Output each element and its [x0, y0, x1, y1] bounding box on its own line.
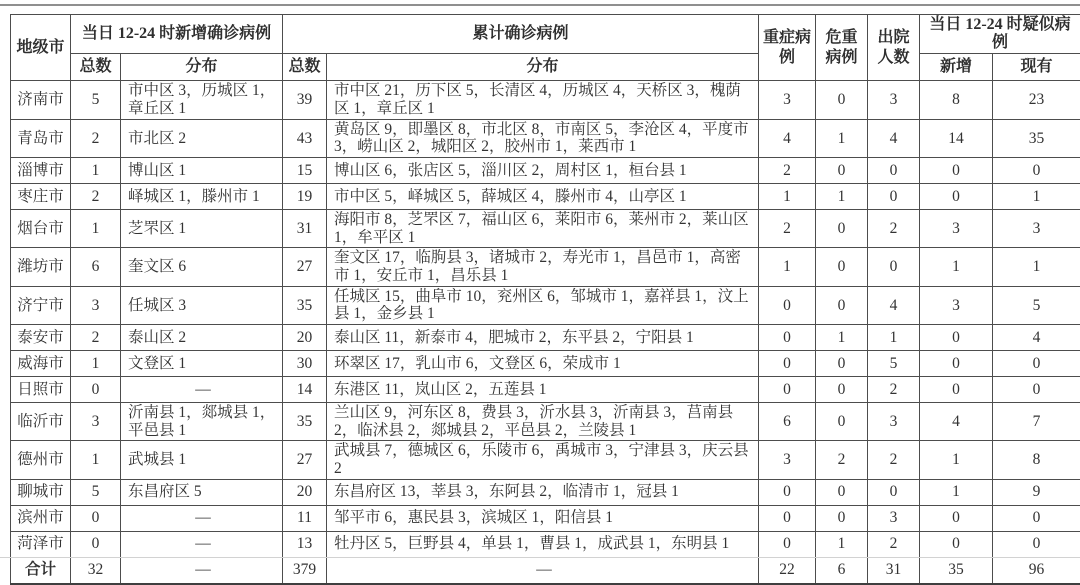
cell-new-dist: 市中区 3，历城区 1，章丘区 1 [121, 81, 283, 119]
cell-new-dist: 武城县 1 [121, 441, 283, 479]
cell-cum-dist: 泰山区 11，新泰市 4，肥城市 2，东平县 2，宁阳县 1 [327, 325, 759, 351]
cell-new-dist: 芝罘区 1 [121, 210, 283, 248]
col-header-suspected-new: 新增 [920, 54, 993, 81]
cell-cum-dist: — [327, 557, 759, 584]
cell-critical: 2 [816, 441, 868, 479]
cell-critical: 0 [816, 377, 868, 403]
cell-susp-new: 35 [920, 557, 993, 584]
cell-severe: 0 [759, 479, 816, 505]
col-header-new-total: 总数 [71, 54, 121, 81]
cell-susp-new: 8 [920, 81, 993, 119]
cell-cum-total: 20 [283, 325, 327, 351]
cell-discharged: 3 [868, 403, 920, 441]
cell-critical: 1 [816, 531, 868, 557]
cell-new-dist: 泰山区 2 [121, 325, 283, 351]
table-row [11, 377, 1080, 403]
cell-cum-dist: 奎文区 17，临朐县 3，诸城市 2，寿光市 1，昌邑市 1，高密市 1，安丘市 1，昌乐县 1 [327, 248, 759, 286]
cell-cum-total: 27 [283, 248, 327, 286]
col-header-suspected-group: 当日 12-24 时疑似病例 [920, 15, 1080, 54]
cell-cum-total: 35 [283, 403, 327, 441]
col-header-critical: 危重病例 [816, 15, 868, 81]
cell-susp-new: 0 [920, 351, 993, 377]
cell-new-dist: — [121, 377, 283, 403]
cell-cum-total: 11 [283, 505, 327, 531]
cell-susp-existing: 1 [993, 248, 1080, 286]
table-row [11, 248, 1080, 286]
cell-new-dist: 博山区 1 [121, 158, 283, 184]
cell-discharged: 2 [868, 441, 920, 479]
cell-city: 青岛市 [11, 119, 71, 157]
table-row [11, 119, 1080, 157]
cell-susp-existing: 0 [993, 531, 1080, 557]
cell-susp-existing: 96 [993, 557, 1080, 584]
cell-city: 合计 [11, 557, 71, 584]
table-total-row [11, 557, 1080, 584]
table-row [11, 441, 1080, 479]
cell-susp-existing: 5 [993, 286, 1080, 324]
cell-new-dist: — [121, 505, 283, 531]
cell-critical: 1 [816, 325, 868, 351]
cell-severe: 1 [759, 184, 816, 210]
cell-cum-total: 31 [283, 210, 327, 248]
cell-new-total: 5 [71, 81, 121, 119]
cell-critical: 0 [816, 210, 868, 248]
cell-cum-dist: 博山区 6，张店区 5，淄川区 2，周村区 1，桓台县 1 [327, 158, 759, 184]
cell-cum-total: 15 [283, 158, 327, 184]
cell-new-dist: 峄城区 1，滕州市 1 [121, 184, 283, 210]
cell-susp-new: 0 [920, 158, 993, 184]
cell-susp-new: 3 [920, 210, 993, 248]
table-row [11, 531, 1080, 557]
cell-susp-existing: 8 [993, 441, 1080, 479]
cell-city: 德州市 [11, 441, 71, 479]
cell-susp-new: 14 [920, 119, 993, 157]
cell-cum-dist: 武城县 7，德城区 6，乐陵市 6，禹城市 3，宁津县 3，庆云县 2 [327, 441, 759, 479]
cell-critical: 0 [816, 479, 868, 505]
cell-cum-dist: 兰山区 9，河东区 8，费县 3，沂水县 3，沂南县 3，莒南县 2，临沭县 2，郯城县 2，平邑县 2，兰陵县 1 [327, 403, 759, 441]
cell-city: 济南市 [11, 81, 71, 119]
cell-cum-dist: 东昌府区 13，莘县 3，东阿县 2，临清市 1，冠县 1 [327, 479, 759, 505]
cell-susp-new: 0 [920, 505, 993, 531]
cell-city: 泰安市 [11, 325, 71, 351]
cell-severe: 2 [759, 210, 816, 248]
table-row [11, 286, 1080, 324]
cell-susp-new: 3 [920, 286, 993, 324]
cell-susp-existing: 0 [993, 377, 1080, 403]
cell-new-dist: 文登区 1 [121, 351, 283, 377]
cell-new-dist: 东昌府区 5 [121, 479, 283, 505]
cell-susp-existing: 0 [993, 351, 1080, 377]
cell-discharged: 2 [868, 377, 920, 403]
cell-new-total: 2 [71, 325, 121, 351]
cell-severe: 3 [759, 81, 816, 119]
cell-severe: 0 [759, 377, 816, 403]
cell-severe: 2 [759, 158, 816, 184]
cell-city: 潍坊市 [11, 248, 71, 286]
cell-cum-dist: 东港区 11，岚山区 2，五莲县 1 [327, 377, 759, 403]
table-row [11, 403, 1080, 441]
cell-susp-existing: 35 [993, 119, 1080, 157]
cell-new-total: 32 [71, 557, 121, 584]
cell-susp-new: 1 [920, 441, 993, 479]
top-divider [0, 4, 1080, 6]
cell-discharged: 0 [868, 158, 920, 184]
cell-cum-dist: 市中区 21，历下区 5，长清区 4，历城区 4，天桥区 3，槐荫区 1，章丘区 1 [327, 81, 759, 119]
cell-discharged: 4 [868, 286, 920, 324]
cell-susp-new: 0 [920, 531, 993, 557]
col-header-cum-total: 总数 [283, 54, 327, 81]
cell-critical: 0 [816, 403, 868, 441]
cell-new-total: 1 [71, 210, 121, 248]
cell-susp-new: 0 [920, 377, 993, 403]
cell-critical: 0 [816, 248, 868, 286]
cell-critical: 6 [816, 557, 868, 584]
col-header-cumulative-group: 累计确诊病例 [283, 15, 759, 54]
cell-susp-existing: 0 [993, 158, 1080, 184]
table-row [11, 325, 1080, 351]
cell-discharged: 3 [868, 81, 920, 119]
cell-severe: 0 [759, 325, 816, 351]
cell-critical: 0 [816, 158, 868, 184]
cell-new-total: 1 [71, 441, 121, 479]
cell-new-total: 0 [71, 531, 121, 557]
col-header-severe: 重症病例 [759, 15, 816, 81]
cell-susp-new: 0 [920, 325, 993, 351]
table-row [11, 479, 1080, 505]
cell-discharged: 0 [868, 248, 920, 286]
cell-severe: 4 [759, 119, 816, 157]
cell-cum-dist: 任城区 15，曲阜市 10，兖州区 6，邹城市 1，嘉祥县 1，汶上县 1，金乡县 1 [327, 286, 759, 324]
cell-city: 淄博市 [11, 158, 71, 184]
cell-cum-dist: 黄岛区 9，即墨区 8，市北区 8，市南区 5，李沧区 4，平度市 3，崂山区 2，城阳区 2，胶州市 1，莱西市 1 [327, 119, 759, 157]
col-header-cum-distribution: 分布 [327, 54, 759, 81]
cell-susp-new: 1 [920, 248, 993, 286]
cell-severe: 0 [759, 505, 816, 531]
table-body [11, 81, 1080, 584]
cell-cum-dist: 环翠区 17，乳山市 6，文登区 6，荣成市 1 [327, 351, 759, 377]
cell-susp-existing: 7 [993, 403, 1080, 441]
cell-new-dist: 任城区 3 [121, 286, 283, 324]
cell-cum-total: 379 [283, 557, 327, 584]
col-header-new-distribution: 分布 [121, 54, 283, 81]
bottom-divider [0, 557, 1080, 558]
table-row [11, 184, 1080, 210]
cell-discharged: 0 [868, 184, 920, 210]
cell-susp-existing: 4 [993, 325, 1080, 351]
cell-susp-new: 4 [920, 403, 993, 441]
cell-new-dist: — [121, 557, 283, 584]
cell-new-total: 5 [71, 479, 121, 505]
cell-cum-dist: 牡丹区 5，巨野县 4，单县 1，曹县 1，成武县 1，东明县 1 [327, 531, 759, 557]
covid-cases-table [10, 14, 1080, 585]
cell-severe: 6 [759, 403, 816, 441]
cell-susp-new: 0 [920, 184, 993, 210]
cell-new-total: 1 [71, 158, 121, 184]
cell-new-total: 2 [71, 119, 121, 157]
cell-cum-dist: 邹平市 6，惠民县 3，滨城区 1，阳信县 1 [327, 505, 759, 531]
cell-severe: 22 [759, 557, 816, 584]
cell-discharged: 1 [868, 325, 920, 351]
cell-new-total: 2 [71, 184, 121, 210]
cell-new-total: 3 [71, 286, 121, 324]
cell-new-dist: — [121, 531, 283, 557]
cell-cum-total: 39 [283, 81, 327, 119]
table-row [11, 158, 1080, 184]
cell-city: 聊城市 [11, 479, 71, 505]
cell-severe: 3 [759, 441, 816, 479]
cell-new-dist: 沂南县 1，郯城县 1，平邑县 1 [121, 403, 283, 441]
cell-cum-total: 14 [283, 377, 327, 403]
cell-susp-new: 1 [920, 479, 993, 505]
cell-new-total: 3 [71, 403, 121, 441]
cell-severe: 1 [759, 248, 816, 286]
cell-discharged: 31 [868, 557, 920, 584]
cell-new-total: 0 [71, 377, 121, 403]
cell-new-dist: 市北区 2 [121, 119, 283, 157]
col-header-discharged: 出院人数 [868, 15, 920, 81]
cell-city: 威海市 [11, 351, 71, 377]
cell-cum-total: 35 [283, 286, 327, 324]
table-row [11, 210, 1080, 248]
cell-city: 日照市 [11, 377, 71, 403]
cell-discharged: 5 [868, 351, 920, 377]
table-header [11, 15, 1080, 81]
cell-cum-total: 20 [283, 479, 327, 505]
cell-cum-total: 13 [283, 531, 327, 557]
cell-cum-total: 27 [283, 441, 327, 479]
cell-city: 菏泽市 [11, 531, 71, 557]
cell-severe: 0 [759, 286, 816, 324]
cell-discharged: 0 [868, 479, 920, 505]
cell-city: 临沂市 [11, 403, 71, 441]
cell-critical: 0 [816, 505, 868, 531]
cell-susp-existing: 9 [993, 479, 1080, 505]
cell-discharged: 2 [868, 531, 920, 557]
cell-discharged: 2 [868, 210, 920, 248]
cell-cum-dist: 海阳市 8，芝罘区 7，福山区 6，莱阳市 6，莱州市 2，莱山区 1，牟平区 1 [327, 210, 759, 248]
col-header-new-confirmed-group: 当日 12-24 时新增确诊病例 [71, 15, 283, 54]
cell-critical: 0 [816, 286, 868, 324]
cell-city: 枣庄市 [11, 184, 71, 210]
cell-city: 济宁市 [11, 286, 71, 324]
col-header-suspected-existing: 现有 [993, 54, 1080, 81]
cell-susp-existing: 23 [993, 81, 1080, 119]
cell-susp-existing: 0 [993, 505, 1080, 531]
header-row-groups [11, 15, 1080, 54]
cell-new-total: 6 [71, 248, 121, 286]
cell-city: 烟台市 [11, 210, 71, 248]
cell-discharged: 4 [868, 119, 920, 157]
table-row [11, 351, 1080, 377]
cell-critical: 1 [816, 119, 868, 157]
cell-severe: 0 [759, 351, 816, 377]
cell-critical: 1 [816, 184, 868, 210]
cell-severe: 0 [759, 531, 816, 557]
cell-critical: 0 [816, 81, 868, 119]
cell-cum-total: 30 [283, 351, 327, 377]
cell-new-total: 0 [71, 505, 121, 531]
table-row [11, 505, 1080, 531]
cell-new-dist: 奎文区 6 [121, 248, 283, 286]
cell-cum-total: 43 [283, 119, 327, 157]
cell-discharged: 3 [868, 505, 920, 531]
header-row-sub [11, 54, 1080, 81]
cell-susp-existing: 1 [993, 184, 1080, 210]
cell-critical: 0 [816, 351, 868, 377]
cell-cum-dist: 市中区 5，峄城区 5，薛城区 4，滕州市 4，山亭区 1 [327, 184, 759, 210]
cell-susp-existing: 3 [993, 210, 1080, 248]
col-header-city: 地级市 [11, 15, 71, 81]
table-row [11, 81, 1080, 119]
cell-new-total: 1 [71, 351, 121, 377]
cell-city: 滨州市 [11, 505, 71, 531]
cell-cum-total: 19 [283, 184, 327, 210]
